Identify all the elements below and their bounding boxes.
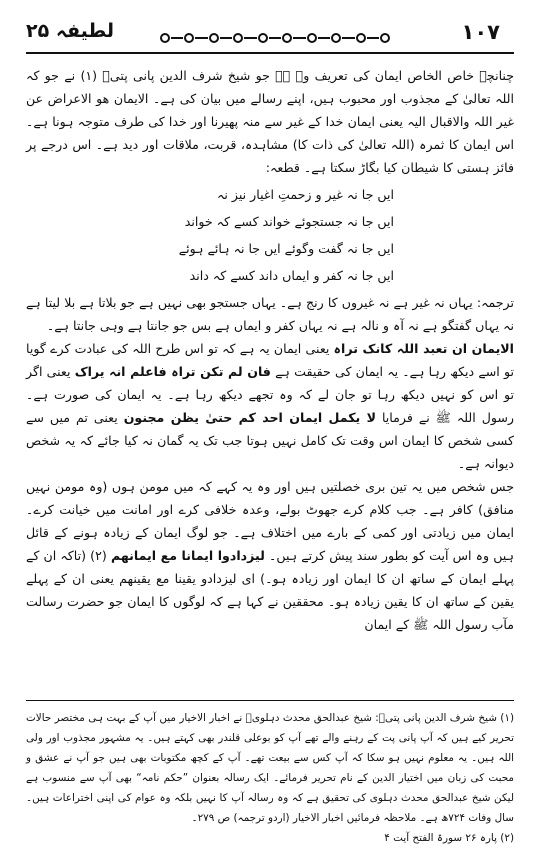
main-text <box>26 64 514 636</box>
arabic-quote: لا یکمل ایمان احد کم حتیٰ یظن مجنون <box>123 410 376 425</box>
page-number: ١٠٧ <box>461 20 500 44</box>
arabic-quote: الایمان ان تعبد اللہ کانک تراہ <box>333 341 514 356</box>
paragraph-text: جس شخص میں یہ تین بری خصلتیں ہیں اور وہ یہ کہے کہ میں مومن ہوں (وہ مومن نہیں منافق) کافر ہے۔ جب کلام کرے جھوٹ بولے، وعدہ خلافی کرے اور امانت میں خیانت کرے۔ ایمان میں زیادتی اور کمی کے بارے میں اختلاف ہے۔ جو لوگ ایمان کے زیادہ ہونے کے قائل ہیں وہ اس آیت کو بطور سند پیش کرتے ہیں۔ <box>26 479 514 563</box>
running-title: لطیفہ ۲۵ <box>26 20 115 42</box>
page-header <box>0 20 540 52</box>
paragraph-text: یعنی تم میں سے کسی شخص کا ایمان اس وقت تک کامل نہیں ہوتا جب تک یہ گمان نہ کیا جائے کہ یہ شخص دیوانہ ہے۔ <box>26 410 514 471</box>
verse-line: ایں جا نہ کفر و ایماں داند کسے کہ داند <box>189 268 394 283</box>
verse-line: ایں جا نہ گفت وگوئے ایں جا نہ ہائے ہوئے <box>178 241 394 256</box>
arabic-quote: فان لم تکن تراہ فاعلم انہ یراک <box>74 364 271 379</box>
persian-verses <box>164 181 394 289</box>
header-rule <box>26 52 514 54</box>
paragraph-text: (۲) (تاکہ ان کے پہلے ایمان کے ساتھ ان کا ایمان اور زیادہ ہو۔) ای لیزدادو یقینا مع یقینھم یعنی ان کے پہلے یقین کے ساتھ ان کا یقین زیادہ ہو۔ محققین نے کہا ہے کہ لوگوں کا ایمان جو حضرت رسالت مآب رسول اللہ ﷺ کے ایمان <box>26 548 514 632</box>
verse-line: ایں جا نہ غیر و زحمتِ اغیار نیز نہ <box>217 187 394 202</box>
paragraph-translation: ترجمہ: یہاں نہ غیر ہے نہ غیروں کا رنج ہے۔ یہاں جستجو بھی نہیں ہے جو بلاتا ہے بلا لیتا ہے نہ یہاں گفتگو ہے نہ آہ و نالہ ہے نہ یہاں کفر و ایماں ہے بس جو جانتا ہے وہی جانتا ہے۔ <box>26 295 514 333</box>
footnote-1: (۱) شیخ شرف الدین پانی پتیؒ: شیخ عبدالحق محدث دہلویؒ نے اخبار الاخیار میں آپ کے بہت ہی مختصر حالات تحریر کیے ہیں کہ آپ پانی پت کے رہنے والے تھے آپ کو بوعلی قلندر بھی کہتے ہیں۔ یہ مشہور مجذوب اور ولی اللہ ہیں۔ یہ معلوم نہیں ہو سکا کہ آپ کس سے بیعت تھے۔ آپ کے کچھ مکتوبات بھی ہیں جو آپ نے عشق و محبت کی زبان میں اختیار الدین کے نام تحریر فرمائے۔ ایک رسالہ بعنوان ”حکم نامہ“ بھی آپ سے منسوب ہے لیکن شیخ عبدالحق محدث دہلوی کی تحقیق ہے کہ وہ رسالہ آپ کا نہیں بلکہ وہ عوام کی اپنی اختراعات ہیں۔ سال وفات ۷۲۴ھ ہے۔ ملاحظہ فرمائیں اخبار الاخیار (اردو ترجمہ) ص ۲۷۹۔ <box>26 712 514 824</box>
header-ornament <box>160 32 390 44</box>
verse-line: ایں جا نہ جستجوئے خواند کسے کہ خواند <box>184 214 394 229</box>
paragraph-ihsan <box>26 337 514 475</box>
footnotes <box>26 708 514 848</box>
paragraph-definition: چنانچہ خاص الخاص ایمان کی تعریف وہ ہے جو شیخ شرف الدین پانی پتیؒ (۱) نے جو کہ اللہ تعالیٰ کے مجذوب اور محبوب ہیں، اپنے رسالے میں بیان کی ہے۔ الایمان ھو الاعراض عن غیر اللہ والاقبال الیہ یعنی ایمان خدا کے غیر سے منہ پھیرنا اور خدا کی طرف متوجہ ہونا ہے۔ اس ایمان کا ثمرہ (اللہ تعالیٰ کی ذات کا) مشاہدہ، قربت، ملاقات اور دید ہے۔ اس درجے پر فائز ہستی کا شیطان کیا بگاڑ سکتا ہے۔ قطعہ: <box>26 68 514 175</box>
footnote-rule <box>26 700 514 701</box>
quran-quote: لیزدادوا ایمانا مع ایمانھم <box>110 548 265 563</box>
paragraph-text: یعنی اگر تو اس کو نہیں دیکھ رہا تو جان لے کہ وہ تجھے دیکھ رہا ہے۔ یہ ایمان کی صورت ہے۔ رسول اللہ ﷺ نے فرمایا <box>26 364 514 425</box>
paragraph-hypocrisy <box>26 475 514 636</box>
paragraph-text: یعنی ایمان یہ ہے کہ تو اس طرح اللہ کی عبادت کرے گویا تو اسے دیکھ رہا ہے۔ یہ ایمان کی حقیقت ہے <box>26 341 514 379</box>
footnote-2: (۲) پارہ ۲۶ سورۃ الفتح آیت ۴ <box>384 832 514 844</box>
